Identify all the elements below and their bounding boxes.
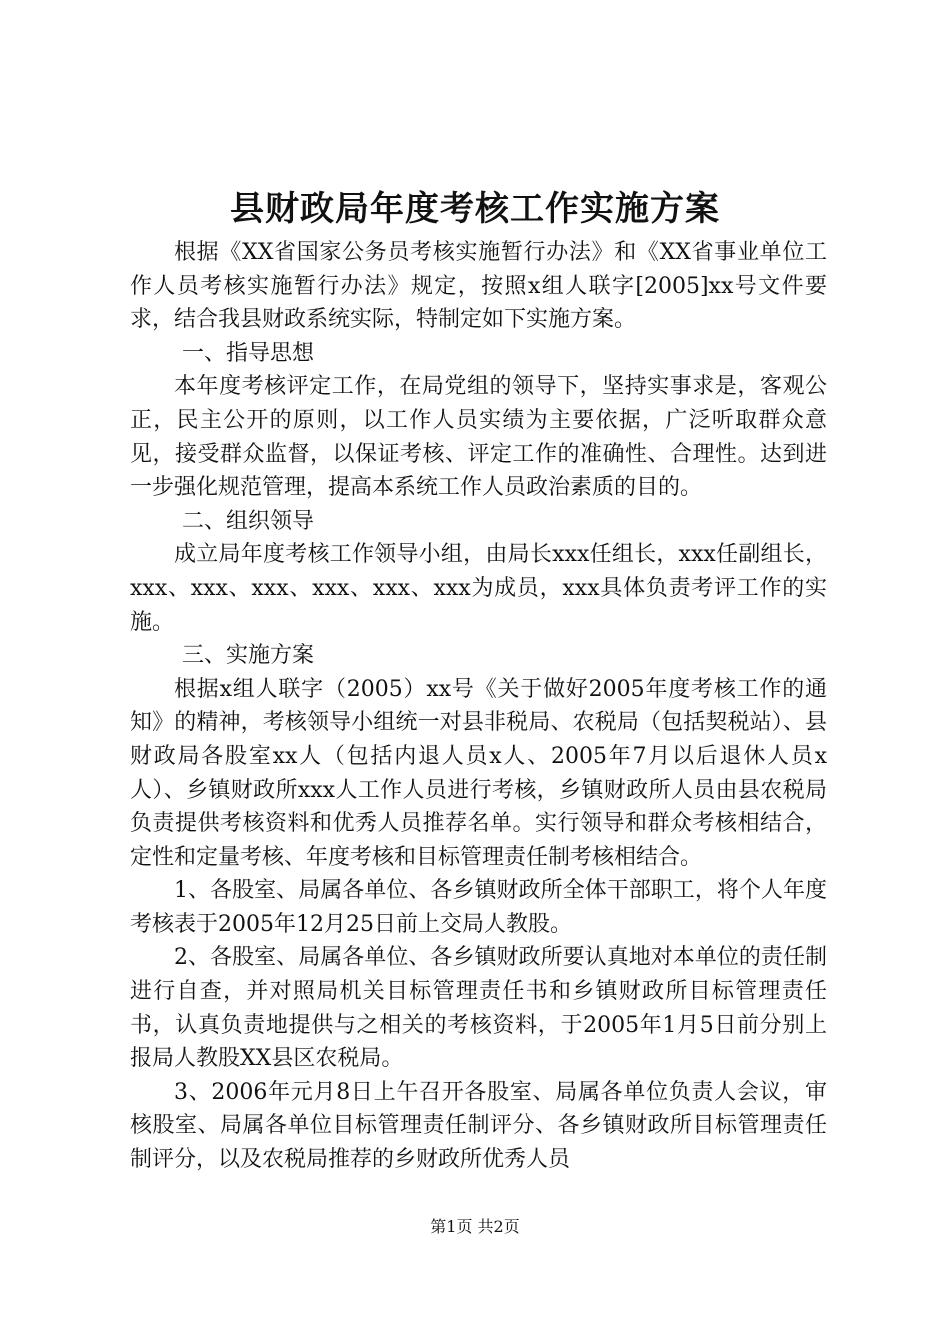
intro-paragraph: 根据《XX省国家公务员考核实施暂行办法》和《XX省事业单位工作人员考核实施暂行办法》规定，按照x组人联字[2005]xx号文件要求，结合我县财政系统实际，特制定如下实施方案。	[130, 240, 827, 333]
document-title: 县财政局年度考核工作实施方案	[230, 189, 720, 229]
organization-paragraph: 成立局年度考核工作领导小组，由局长xxx任组长，xxx任副组长，xxx、xxx、xxx、xxx、xxx、xxx为成员，xxx具体负责考评工作的实施。	[130, 542, 827, 635]
section-heading-guiding-principles: 一、指导思想	[182, 340, 315, 366]
page-number-footer: 第1页 共2页	[430, 1217, 520, 1236]
section-heading-organization: 二、组织领导	[182, 508, 315, 534]
section-heading-implementation: 三、实施方案	[182, 643, 315, 669]
document-body	[130, 236, 827, 1177]
implementation-paragraph: 根据x组人联字（2005）xx号《关于做好2005年度考核工作的通知》的精神，考核领导小组统一对县非税局、农税局（包括契税站）、县财政局各股室xx人（包括内退人员x人、2005年7月以后退休人员x人）、乡镇财政所xxx人工作人员进行考核，乡镇财政所人员由县农税局负责提供考核资料和优秀人员推荐名单。实行领导和群众考核相结合，定性和定量考核、年度考核和目标管理责任制考核相结合。	[130, 676, 827, 870]
implementation-item-3: 3、2006年元月8日上午召开各股室、局属各单位负责人会议，审核股室、局属各单位目标管理责任制评分、各乡镇财政所目标管理责任制评分，以及农税局推荐的乡财政所优秀人员	[130, 1079, 827, 1173]
implementation-item-1: 1、各股室、局属各单位、各乡镇财政所全体干部职工，将个人年度考核表于2005年12月25日前上交局人教股。	[130, 878, 827, 937]
implementation-item-2: 2、各股室、局属各单位、各乡镇财政所要认真地对本单位的责任制进行自查，并对照局机关目标管理责任书和乡镇财政所目标管理责任书，认真负责地提供与之相关的考核资料，于2005年1月5日前分别上报局人教股XX县区农税局。	[130, 945, 827, 1072]
guiding-principles-paragraph: 本年度考核评定工作，在局党组的领导下，坚持实事求是，客观公正，民主公开的原则，以工作人员实绩为主要依据，广泛听取群众意见，接受群众监督，以保证考核、评定工作的准确性、合理性。达到进一步强化规范管理，提高本系统工作人员政治素质的目的。	[130, 374, 827, 501]
